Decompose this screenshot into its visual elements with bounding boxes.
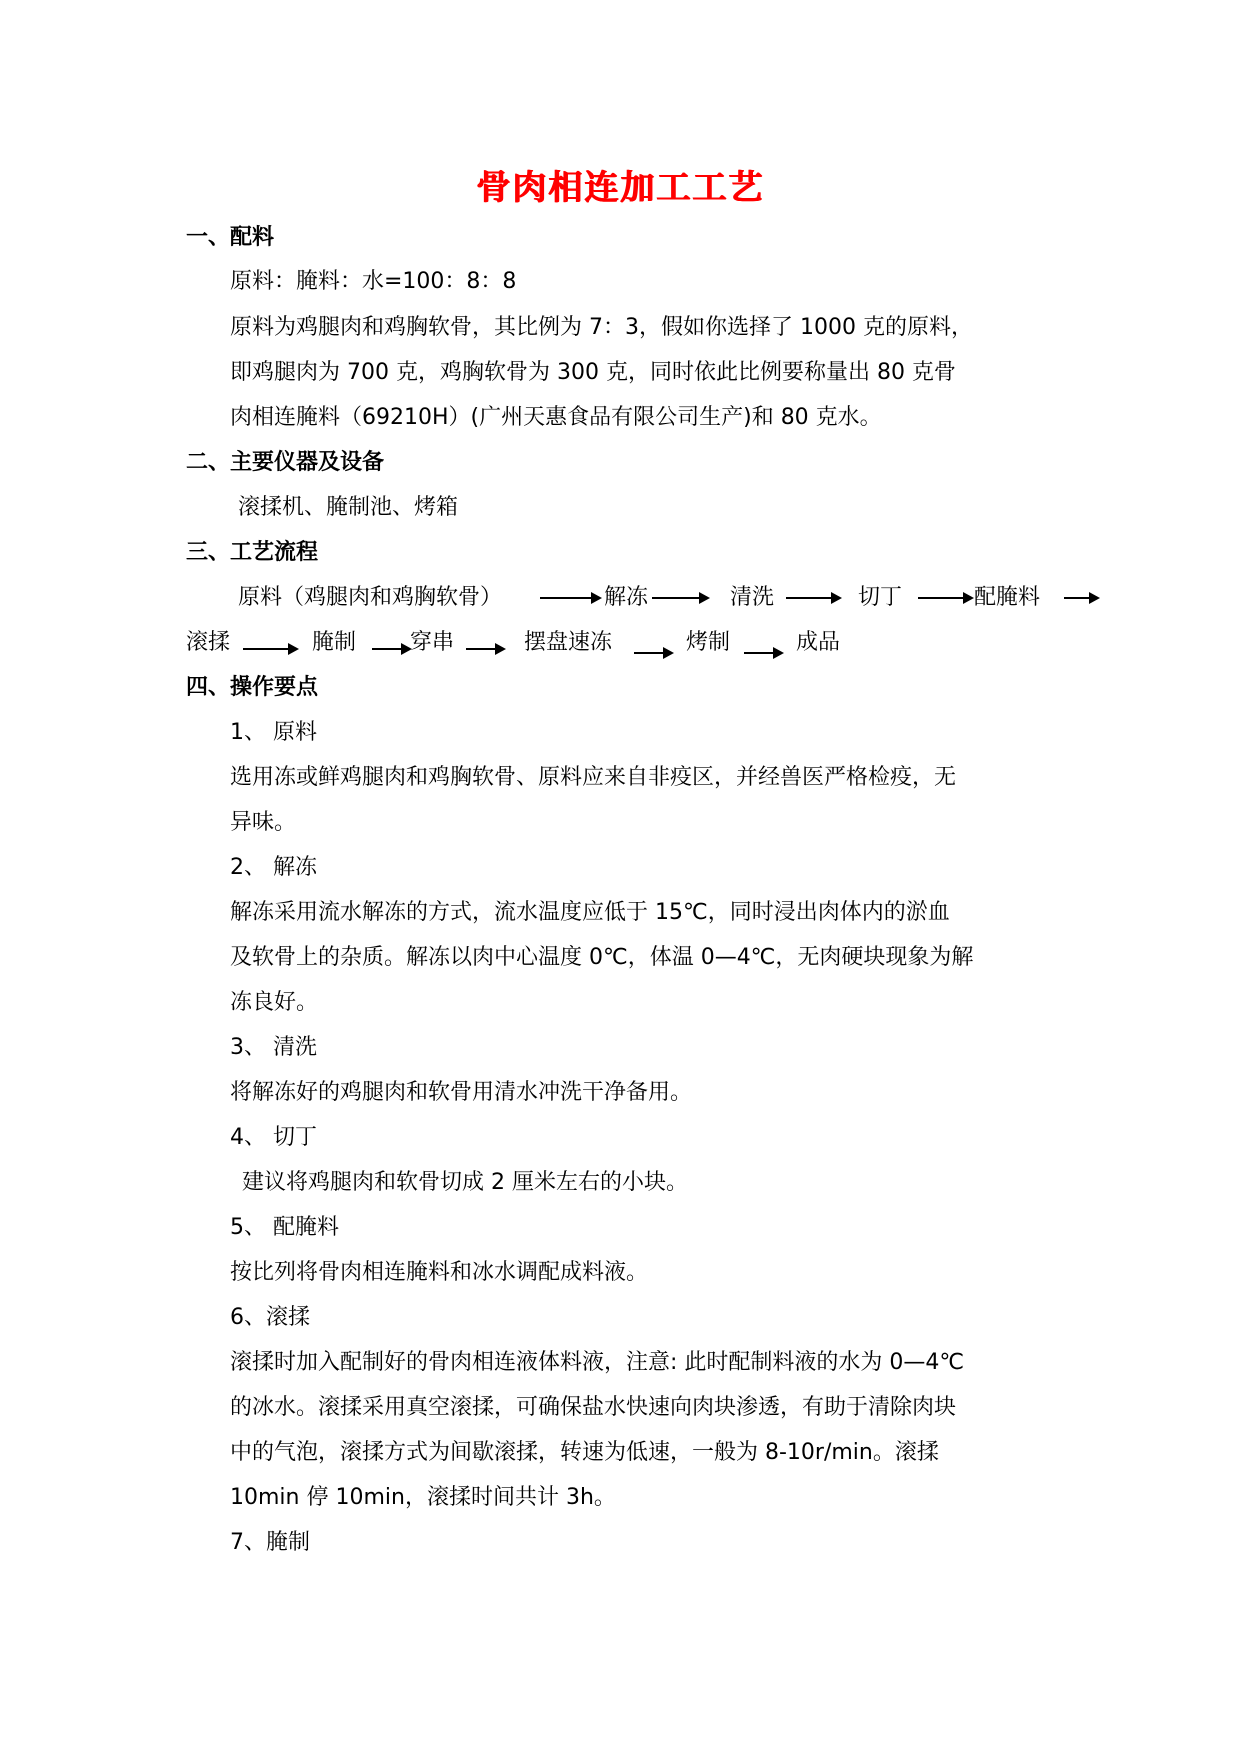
right-arrow-icon (540, 582, 602, 614)
right-arrow-icon (744, 637, 784, 669)
step-title-marinating: 7、腌制 (230, 1530, 310, 1555)
section-heading-key-points: 四、操作要点 (186, 675, 319, 700)
right-arrow-icon (466, 633, 506, 665)
ingredient-ratio: 原料：腌料：水=100：8：8 (230, 269, 517, 294)
step-text-line: 建议将鸡腿肉和软骨切成 2 厘米左右的小块。 (242, 1170, 688, 1195)
step-title-tumbling: 6、滚揉 (230, 1305, 310, 1330)
flow-step: 成品 (796, 630, 841, 655)
step-title-marinade-prep: 5、 配腌料 (230, 1215, 339, 1240)
section-heading-equipment: 二、主要仪器及设备 (186, 450, 385, 475)
flow-step: 清洗 (730, 585, 775, 610)
paragraph-line: 肉相连腌料（69210H）(广州天惠食品有限公司生产)和 80 克水。 (230, 405, 882, 430)
flow-step: 配腌料 (974, 585, 1041, 610)
step-title-dicing: 4、 切丁 (230, 1125, 317, 1150)
paragraph-line: 即鸡腿肉为 700 克，鸡胸软骨为 300 克，同时依此比例要称量出 80 克骨 (230, 360, 956, 385)
right-arrow-icon (918, 582, 974, 614)
step-text-line: 冻良好。 (230, 990, 319, 1015)
document-title: 骨肉相连加工工艺 (476, 168, 765, 208)
flow-step: 穿串 (410, 630, 455, 655)
flow-step: 原料（鸡腿肉和鸡胸软骨） (238, 585, 503, 610)
section-heading-ingredients: 一、配料 (186, 225, 275, 250)
step-text-line: 解冻采用流水解冻的方式，流水温度应低于 15℃，同时浸出肉体内的淤血 (230, 900, 950, 925)
right-arrow-icon (652, 582, 710, 614)
step-text-line: 滚揉时加入配制好的骨肉相连液体料液，注意: 此时配制料液的水为 0—4℃ (230, 1350, 965, 1375)
section-heading-process-flow: 三、工艺流程 (186, 540, 319, 565)
step-text-line: 异味。 (230, 810, 297, 835)
step-text-line: 中的气泡，滚揉方式为间歇滚揉，转速为低速，一般为 8-10r/min。滚揉 (230, 1440, 939, 1465)
flow-step: 摆盘速冻 (524, 630, 613, 655)
step-text-line: 按比列将骨肉相连腌料和冰水调配成料液。 (230, 1260, 649, 1285)
process-flow-row-2 (0, 627, 1241, 659)
flow-step: 解冻 (604, 585, 649, 610)
process-flow-row-1 (0, 582, 1241, 614)
equipment-list: 滚揉机、腌制池、烤箱 (238, 495, 459, 520)
step-title-thawing: 2、 解冻 (230, 855, 317, 880)
right-arrow-icon (634, 637, 674, 669)
right-arrow-icon (1064, 582, 1100, 614)
right-arrow-icon (372, 633, 412, 665)
step-title-washing: 3、 清洗 (230, 1035, 317, 1060)
flow-step: 烤制 (686, 630, 731, 655)
step-title-raw-material: 1、 原料 (230, 720, 317, 745)
flow-step: 滚揉 (186, 630, 231, 655)
step-text-line: 的冰水。滚揉采用真空滚揉，可确保盐水快速向肉块渗透，有助于清除肉块 (230, 1395, 957, 1420)
step-text-line: 及软骨上的杂质。解冻以肉中心温度 0℃，体温 0—4℃，无肉硬块现象为解 (230, 945, 974, 970)
flow-step: 腌制 (312, 630, 357, 655)
right-arrow-icon (786, 582, 842, 614)
flow-step: 切丁 (858, 585, 903, 610)
right-arrow-icon (243, 633, 299, 665)
step-text-line: 将解冻好的鸡腿肉和软骨用清水冲洗干净备用。 (230, 1080, 693, 1105)
step-text-line: 10min 停 10min，滚揉时间共计 3h。 (230, 1485, 616, 1510)
paragraph-line: 原料为鸡腿肉和鸡胸软骨，其比例为 7：3，假如你选择了 1000 克的原料， (230, 315, 973, 340)
step-text-line: 选用冻或鲜鸡腿肉和鸡胸软骨、原料应来自非疫区，并经兽医严格检疫，无 (230, 765, 957, 790)
